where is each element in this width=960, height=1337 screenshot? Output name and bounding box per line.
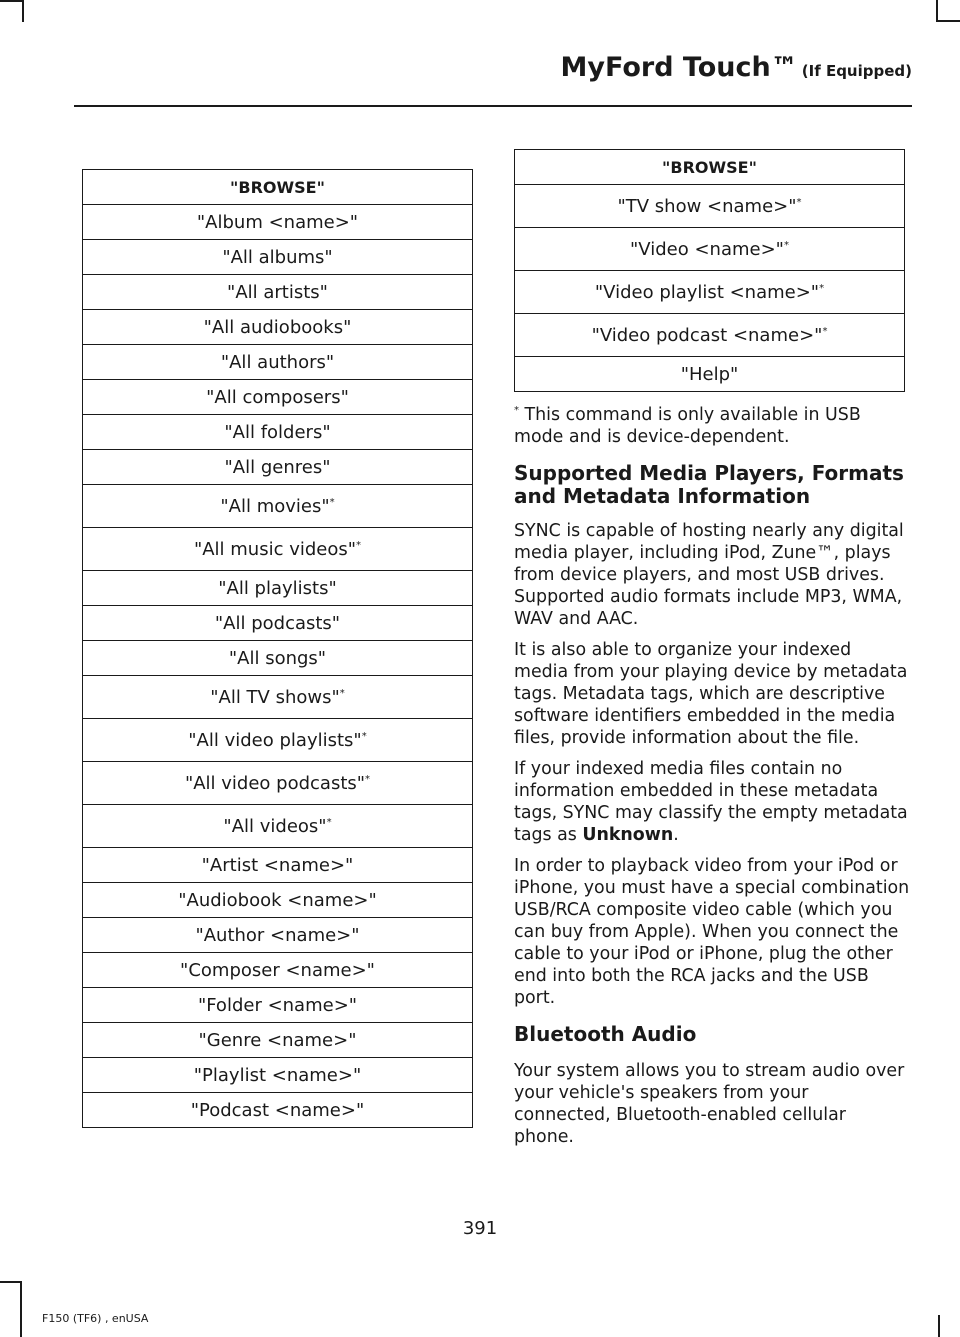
footnote-mark: * xyxy=(365,773,371,785)
command-cell xyxy=(83,762,473,805)
table-row xyxy=(83,641,473,676)
command-cell xyxy=(515,271,905,314)
command-cell xyxy=(83,571,473,606)
command-text: "All video playlists" xyxy=(188,729,362,751)
table-row xyxy=(83,380,473,415)
table-row xyxy=(83,988,473,1023)
command-text: "All videos" xyxy=(223,815,327,837)
crop-mark xyxy=(0,0,22,2)
footnote-mark: * xyxy=(361,730,367,742)
command-text: "Help" xyxy=(680,363,739,385)
table-row xyxy=(83,918,473,953)
command-text: "TV show <name>" xyxy=(617,195,797,217)
command-cell xyxy=(83,641,473,676)
command-text: "Composer <name>" xyxy=(180,959,375,981)
paragraph xyxy=(514,758,910,846)
command-cell xyxy=(83,450,473,485)
title-text: MyFord Touch™ xyxy=(560,52,798,83)
command-text: "All TV shows" xyxy=(210,686,340,708)
footnote-mark: * xyxy=(783,239,789,251)
table-row xyxy=(83,485,473,528)
footnote-mark: * xyxy=(819,282,825,294)
command-cell xyxy=(83,205,473,240)
body-text-column xyxy=(514,404,910,1157)
footnote-mark: * xyxy=(514,405,519,417)
command-text: "All songs" xyxy=(228,647,327,669)
command-cell xyxy=(83,676,473,719)
table-row xyxy=(83,805,473,848)
header-divider xyxy=(74,105,912,107)
command-text: "All albums" xyxy=(222,246,333,268)
footnote-text: This command is only available in USB mode and is device-dependent. xyxy=(514,405,861,447)
table-row xyxy=(515,185,905,228)
table-body xyxy=(83,205,473,1128)
command-text: "Album <name>" xyxy=(196,211,359,233)
document-code: F150 (TF6) , enUSA xyxy=(42,1312,149,1325)
command-text: "All music videos" xyxy=(193,538,357,560)
command-cell xyxy=(83,883,473,918)
page-number: 391 xyxy=(462,1218,498,1239)
crop-mark xyxy=(938,1315,940,1337)
table-row xyxy=(515,314,905,357)
table-header-row xyxy=(83,170,473,205)
table-row xyxy=(83,676,473,719)
table-row xyxy=(83,1093,473,1128)
command-cell xyxy=(83,1023,473,1058)
crop-mark xyxy=(0,1281,22,1283)
crop-mark xyxy=(938,20,960,22)
command-cell xyxy=(83,953,473,988)
crop-mark xyxy=(22,0,24,22)
table-row xyxy=(83,275,473,310)
command-text: "All movies" xyxy=(220,495,330,517)
footnote-mark: * xyxy=(822,325,828,337)
unknown-term: Unknown xyxy=(582,825,674,845)
command-cell xyxy=(515,185,905,228)
table-row xyxy=(83,415,473,450)
paragraph: SYNC is capable of hosting nearly any digital media player, including iPod, Zune™, plays from device players, and most USB drives. Supported audio formats include MP3, WMA, WAV and AAC. xyxy=(514,521,904,629)
command-text: "Audiobook <name>" xyxy=(178,889,377,911)
command-cell xyxy=(83,918,473,953)
command-cell xyxy=(83,719,473,762)
footnote-mark: * xyxy=(356,539,362,551)
table-row xyxy=(83,1023,473,1058)
table-row xyxy=(83,205,473,240)
browse-commands-table-left xyxy=(82,169,473,1128)
paragraph: In order to playback video from your iPod or iPhone, you must have a special combination USB/RCA composite video cable (which you can buy from Apple). When you connect the cable to your iPod or iPhone, plug the other end into both the RCA jacks and the USB port. xyxy=(514,856,910,1008)
command-text: "Genre <name>" xyxy=(198,1029,357,1051)
footnote-mark: * xyxy=(329,496,335,508)
command-text: "All authors" xyxy=(220,351,335,373)
crop-mark xyxy=(936,0,938,22)
command-cell xyxy=(515,228,905,271)
table-header: "BROWSE" xyxy=(83,170,473,205)
command-cell xyxy=(83,805,473,848)
paragraph: It is also able to organize your indexed media from your playing device by metadata tags. Metadata tags, which are descriptive software identifiers embedded in the media files, provide information about the file. xyxy=(514,640,908,748)
paragraph-text: . xyxy=(673,825,679,845)
command-text: "Folder <name>" xyxy=(197,994,358,1016)
table-row xyxy=(83,310,473,345)
command-cell xyxy=(83,848,473,883)
paragraph: Your system allows you to stream audio over your vehicle's speakers from your connected, Bluetooth-enabled cellular phone. xyxy=(514,1061,905,1147)
command-text: "Video <name>" xyxy=(630,238,784,260)
table-header-row xyxy=(515,150,905,185)
command-text: "All folders" xyxy=(224,421,331,443)
command-cell xyxy=(515,357,905,392)
command-text: "All artists" xyxy=(227,281,328,303)
table-row xyxy=(83,345,473,380)
command-cell xyxy=(83,606,473,641)
table-row xyxy=(83,571,473,606)
command-cell xyxy=(83,485,473,528)
crop-mark xyxy=(20,1281,22,1337)
footnote-mark: * xyxy=(339,687,345,699)
command-text: "Playlist <name>" xyxy=(193,1064,362,1086)
command-text: "All playlists" xyxy=(218,577,337,599)
command-text: "Author <name>" xyxy=(195,924,360,946)
table-row xyxy=(83,606,473,641)
footnote-mark: * xyxy=(326,816,332,828)
command-text: "All composers" xyxy=(206,386,349,408)
table-row xyxy=(515,357,905,392)
command-cell xyxy=(83,345,473,380)
table-row xyxy=(515,271,905,314)
paragraph-text: If your indexed media files contain no information embedded in these metadata tags, SYNC may classify the empty metadata tags as xyxy=(514,759,908,845)
footnote xyxy=(514,404,910,448)
page-title xyxy=(561,52,912,83)
command-cell xyxy=(83,1093,473,1128)
browse-commands-table-right xyxy=(514,149,905,392)
footnote-mark: * xyxy=(796,196,802,208)
command-cell xyxy=(83,275,473,310)
command-cell xyxy=(83,310,473,345)
command-cell xyxy=(515,314,905,357)
section-heading-media: Supported Media Players, Formats and Metadata Information xyxy=(514,461,904,508)
table-row xyxy=(83,762,473,805)
command-text: "All genres" xyxy=(224,456,331,478)
command-cell xyxy=(83,415,473,450)
table-row xyxy=(83,450,473,485)
table-row xyxy=(83,240,473,275)
command-text: "Video podcast <name>" xyxy=(591,324,823,346)
title-subtitle: (If Equipped) xyxy=(801,62,912,80)
table-body xyxy=(515,185,905,392)
command-cell xyxy=(83,240,473,275)
table-row xyxy=(83,1058,473,1093)
table-row xyxy=(83,953,473,988)
table-row xyxy=(83,719,473,762)
command-text: "Artist <name>" xyxy=(201,854,354,876)
command-text: "All podcasts" xyxy=(214,612,341,634)
command-cell xyxy=(83,1058,473,1093)
table-row xyxy=(83,848,473,883)
table-row xyxy=(515,228,905,271)
command-cell xyxy=(83,380,473,415)
command-text: "Video playlist <name>" xyxy=(594,281,820,303)
table-header: "BROWSE" xyxy=(515,150,905,185)
table-row xyxy=(83,528,473,571)
section-heading-bluetooth: Bluetooth Audio xyxy=(514,1022,697,1046)
command-cell xyxy=(83,988,473,1023)
command-cell xyxy=(83,528,473,571)
command-text: "All video podcasts" xyxy=(184,772,366,794)
command-text: "Podcast <name>" xyxy=(190,1099,365,1121)
command-text: "All audiobooks" xyxy=(203,316,352,338)
table-row xyxy=(83,883,473,918)
